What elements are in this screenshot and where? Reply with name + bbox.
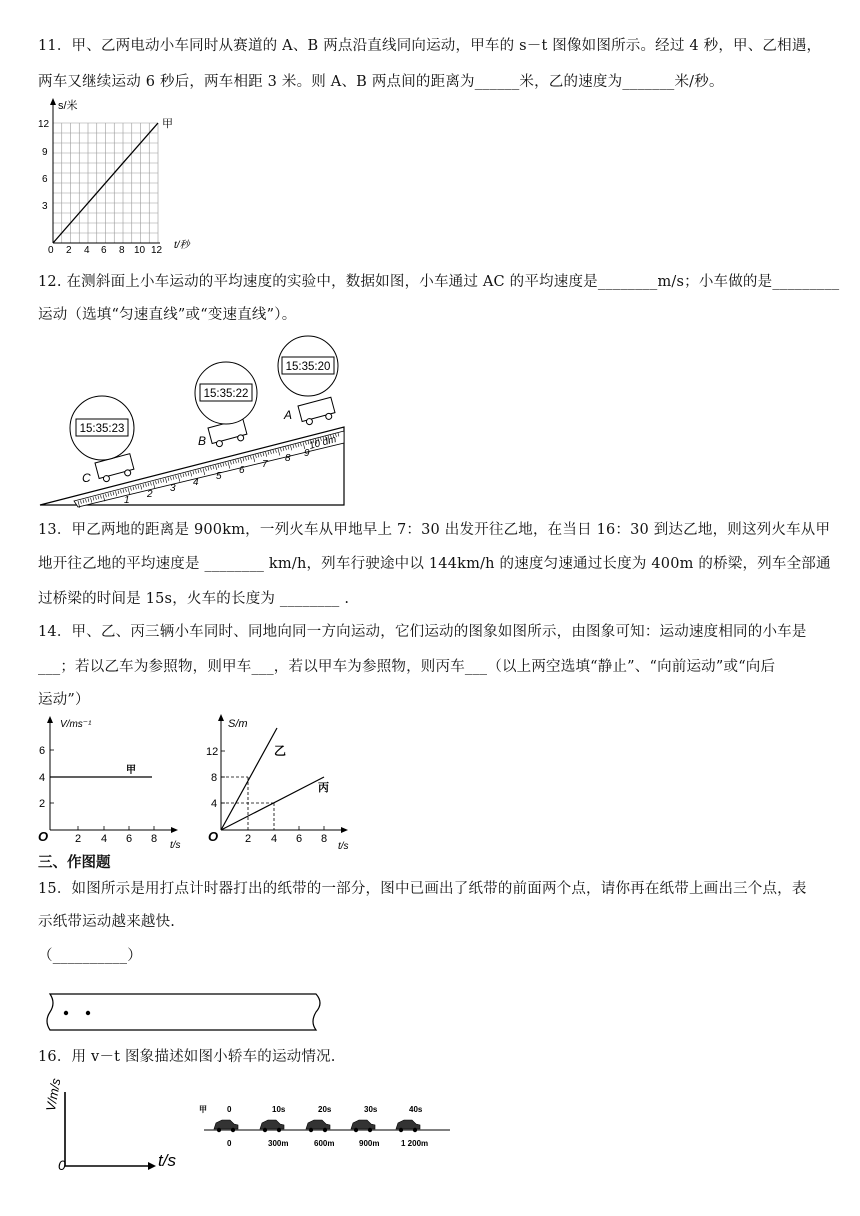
tape-dot-2: [86, 1011, 90, 1015]
q13-text-line2: 地开往乙地的平均速度是 ________ km/h，列车行驶途中以 144km/h 的速度匀速通过长度为 400m 的桥梁，列车全部通: [38, 556, 831, 572]
q11-y-label: s/米: [58, 100, 78, 112]
q14-vt-y-label: V/ms⁻¹: [60, 719, 92, 730]
q15-paper-tape: [44, 992, 324, 1032]
q14-st-series-yi: [221, 728, 277, 830]
q11-x-tick-6: 6: [101, 245, 107, 256]
q11-x-label: t/秒: [174, 240, 190, 251]
q14-st-series-bing: [221, 777, 324, 830]
svg-text:15:35:23: 15:35:23: [79, 423, 125, 435]
q12-ruler-3: 3: [170, 483, 176, 494]
q16-y-label: V/m/s: [42, 1077, 64, 1113]
q14-text-line3: 运动”）: [38, 692, 90, 708]
q16-dist-0: 0: [227, 1139, 232, 1148]
q12-label-b: B: [198, 434, 207, 448]
q12-ruler-7: 7: [262, 459, 268, 470]
q12-label-c: C: [82, 471, 91, 485]
q11-x-tick-4: 4: [84, 245, 90, 256]
q14-st-x-4: 4: [271, 833, 278, 845]
q14-vt-y-4: 4: [39, 772, 46, 784]
q13-text-line1: 13．甲乙两地的距离是 900km，一列火车从甲地早上 7：30 出发开往乙地，在当日 16：30 到达乙地，则这列火车从甲: [38, 522, 831, 538]
q11-y-tick-12: 12: [38, 119, 50, 130]
q12-incline-figure: [38, 335, 348, 510]
q12-ruler-5: 5: [216, 471, 222, 482]
q16-origin: 0: [58, 1157, 66, 1173]
q12-clock-a: [278, 336, 338, 396]
q16-time-30: 30s: [364, 1105, 378, 1114]
q14-vt-series-label: 甲: [126, 765, 136, 776]
q16-time-0: 0: [227, 1105, 232, 1114]
q14-vt-x-8: 8: [151, 833, 158, 845]
q16-dist-600: 600m: [314, 1139, 335, 1148]
q11-y-tick-9: 9: [42, 147, 48, 158]
q14-vt-x-6: 6: [126, 833, 133, 845]
q16-time-10: 10s: [272, 1105, 286, 1114]
q12-clock-c: [70, 396, 134, 460]
q15-answer-blank[interactable]: （__________）: [38, 948, 142, 964]
q14-vt-x-4: 4: [101, 833, 108, 845]
q11-y-tick-6: 6: [42, 174, 48, 185]
q12-text-line2: 运动（选填“匀速直线”或“变速直线”）。: [38, 307, 297, 323]
q14-st-x-2: 2: [245, 833, 252, 845]
svg-text:15:35:22: 15:35:22: [203, 388, 249, 400]
q14-st-label-yi: 乙: [274, 744, 287, 758]
q14-st-origin: O: [208, 829, 219, 844]
q16-time-40: 40s: [409, 1105, 423, 1114]
section-title: 三、作图题: [38, 855, 111, 871]
q12-ruler-8: 8: [285, 453, 291, 464]
q14-st-y-12: 12: [206, 746, 219, 758]
q14-vt-origin: O: [38, 829, 49, 844]
q14-st-graph: [208, 713, 358, 853]
tape-dot-1: [64, 1011, 68, 1015]
q12-ruler-1: 1: [124, 495, 130, 506]
q16-dist-1200: 1 200m: [401, 1139, 429, 1148]
q14-vt-y-2: 2: [39, 798, 46, 810]
q14-st-label-bing: 丙: [318, 782, 329, 794]
q12-clock-b: [195, 362, 257, 424]
q11-x-tick-8: 8: [119, 245, 125, 256]
q14-vt-y-6: 6: [39, 745, 46, 757]
q11-text-line2: 两车又继续运动 6 秒后，两车相距 3 米。则 A、B 两点间的距离为______米，乙的速度为_______米/秒。: [38, 74, 724, 90]
q16-text-line1: 16．用 v－t 图象描述如图小轿车的运动情况.: [38, 1049, 336, 1065]
q12-ruler-2: 2: [147, 489, 153, 500]
q14-st-y-label: S/m: [228, 718, 248, 730]
q11-line-label: 甲: [162, 118, 173, 130]
q12-ruler-9: 9: [304, 448, 310, 459]
q14-text-line2: ___；若以乙车为参照物，则甲车___，若以甲车为参照物，则丙车___（以上两空选填“静止”、“向前运动”或“向后: [38, 659, 776, 675]
q14-vt-graph: [38, 715, 188, 850]
q16-vt-blank-graph: [38, 1077, 188, 1178]
q11-y-tick-3: 3: [42, 201, 48, 212]
q12-label-a: A: [284, 408, 293, 422]
q16-dist-900: 900m: [359, 1139, 380, 1148]
q11-st-graph: [30, 98, 200, 256]
q11-text-line1: 11．甲、乙两电动小车同时从赛道的 A、B 两点沿直线同向运动，甲车的 s－t 图像如图所示。经过 4 秒，甲、乙相遇，: [38, 38, 822, 54]
q11-x-tick-2: 2: [66, 245, 72, 256]
q16-start-label: 甲: [199, 1105, 207, 1114]
q16-dist-300: 300m: [268, 1139, 289, 1148]
q11-x-tick-0v: 0: [48, 245, 54, 256]
q12-ruler-6: 6: [239, 465, 245, 476]
q16-time-20: 20s: [318, 1105, 332, 1114]
q12-ruler-10: 10 dm: [307, 434, 338, 452]
q14-vt-x-2: 2: [75, 833, 82, 845]
q13-text-line3: 过桥梁的时间是 15s，火车的长度为 ________ .: [38, 591, 350, 607]
q14-st-y-8: 8: [211, 772, 218, 784]
q14-st-y-4: 4: [211, 798, 218, 810]
q14-st-x-label: t/s: [338, 841, 349, 852]
q16-car-strip: [196, 1100, 456, 1160]
q14-text-line1: 14．甲、乙、丙三辆小车同时、同地向同一方向运动，它们运动的图象如图所示，由图象可知：运动速度相同的小车是: [38, 624, 807, 640]
q11-x-tick-12: 12: [151, 245, 163, 256]
q15-text-line2: 示纸带运动越来越快.: [38, 914, 176, 930]
q14-st-x-8: 8: [321, 833, 328, 845]
q11-x-tick-10: 10: [134, 245, 146, 256]
q12-ruler-4: 4: [193, 477, 199, 488]
q14-st-x-6: 6: [296, 833, 303, 845]
svg-text:15:35:20: 15:35:20: [285, 361, 331, 373]
q12-cart-a: [298, 397, 336, 426]
q12-text-line1: 12. 在测斜面上小车运动的平均速度的实验中，数据如图，小车通过 AC 的平均速度是________m/s；小车做的是_________: [38, 274, 840, 290]
q14-vt-x-label: t/s: [170, 840, 181, 851]
q15-text-line1: 15．如图所示是用打点计时器打出的纸带的一部分，图中已画出了纸带的前面两个点，请你再在纸带上画出三个点，表: [38, 881, 807, 897]
q16-x-label: t/s: [158, 1151, 176, 1170]
